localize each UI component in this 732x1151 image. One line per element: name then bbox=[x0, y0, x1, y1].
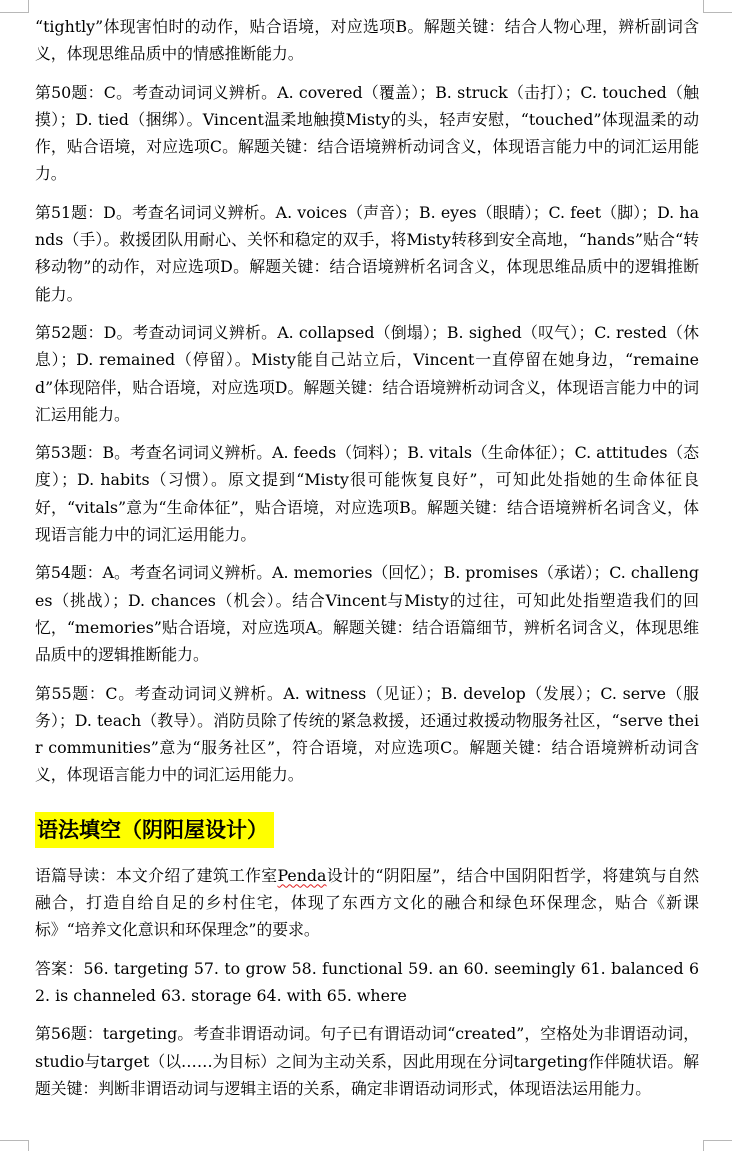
paragraph-q51: 第51题：D。考查名词词义辨析。A. voices（声音）；B. eyes（眼睛）；C. feet（脚）；D. hands（手）。救援团队用耐心、关怀和稳定的双手，将Misty转移到安全高地，“hands”贴合“转移动物”的动作，对应选项D。解题关键：结合语境辨析名词含义，体现思维品质中的逻辑推断能力。 bbox=[35, 202, 699, 304]
paragraph-q49-tail: “tightly”体现害怕时的动作，贴合语境，对应选项B。解题关键：结合人物心理，辨析副词含义，体现思维品质中的情感推断能力。 bbox=[35, 17, 699, 64]
intro-text-before: 语篇导读：本文介绍了建筑工作室 bbox=[35, 865, 278, 885]
spellcheck-word-penda: Penda bbox=[277, 865, 327, 885]
paragraph-q54: 第54题：A。考查名词词义辨析。A. memories（回忆）；B. promises（承诺）；C. challenges（挑战）；D. chances（机会）。结合Vincent与Misty的过往，可知此处指塑造我们的回忆，“memories”贴合语境，对应选项A。解题关键：结合语篇细节，辨析名词含义，体现思维品质中的逻辑推断能力。 bbox=[35, 563, 699, 665]
intro-text-after: 设计的“阴阳屋”，结合中国阴阳哲学，将建筑与自然融合，打造自给自足的乡村住宅，体现了东西方文化的融合和绿色环保理念，贴合《新课标》“培养文化意识和环保理念”的要求。 bbox=[35, 865, 699, 940]
paragraph-q55: 第55题：C。考查动词词义辨析。A. witness（见证）；B. develop（发展）；C. serve（服务）；D. teach（教导）。消防员除了传统的紧急救援，还通过救援动物服务社区，“serve their communities”意为“服务社区”，符合语境，对应选项C。解题关键：结合语境辨析动词含义，体现语言能力中的词汇运用能力。 bbox=[35, 683, 699, 785]
page-corner-mark-bottom-right bbox=[703, 1140, 732, 1151]
paragraph-intro bbox=[35, 862, 699, 944]
section-heading: 语法填空（阴阳屋设计） bbox=[35, 812, 274, 848]
document-body bbox=[35, 13, 699, 1113]
page-corner-mark-bottom-left bbox=[0, 1140, 29, 1151]
paragraph-answers: 答案：56. targeting 57. to grow 58. functional 59. an 60. seemingly 61. balanced 62. is channeled 63. storage 64. with 65. where bbox=[35, 958, 699, 1005]
paragraph-q53: 第53题：B。考查名词词义辨析。A. feeds（饲料）；B. vitals（生命体征）；C. attitudes（态度）；D. habits（习惯）。原文提到“Misty很可能恢复良好”，可知此处指她的生命体征良好，“vitals”意为“生命体征”，贴合语境，对应选项B。解题关键：结合语境辨析名词含义，体现语言能力中的词汇运用能力。 bbox=[35, 443, 700, 545]
section-heading-wrap bbox=[35, 812, 699, 848]
paragraph-q52: 第52题：D。考查动词词义辨析。A. collapsed（倒塌）；B. sighed（叹气）；C. rested（休息）；D. remained（停留）。Misty能自己站立后，Vincent一直停留在她身边，“remained”体现陪伴，贴合语境，对应选项D。解题关键：结合语境辨析动词含义，体现语言能力中的词汇运用能力。 bbox=[35, 322, 699, 424]
page-corner-mark-top-left bbox=[0, 0, 29, 13]
paragraph-q50: 第50题：C。考查动词词义辨析。A. covered（覆盖）；B. struck（击打）；C. touched（触摸）；D. tied（捆绑）。Vincent温柔地触摸Misty的头，轻声安慰，“touched”体现温柔的动作，贴合语境，对应选项C。解题关键：结合语境辨析动词含义，体现语言能力中的词汇运用能力。 bbox=[35, 82, 699, 184]
page-corner-mark-top-right bbox=[703, 0, 732, 13]
paragraph-q56: 第56题：targeting。考查非谓语动词。句子已有谓语动词“created”，空格处为非谓语动词，studio与target（以……为目标）之间为主动关系，因此用现在分词targeting作伴随状语。解题关键：判断非谓语动词与逻辑主语的关系，确定非谓语动词形式，体现语法运用能力。 bbox=[35, 1024, 699, 1098]
